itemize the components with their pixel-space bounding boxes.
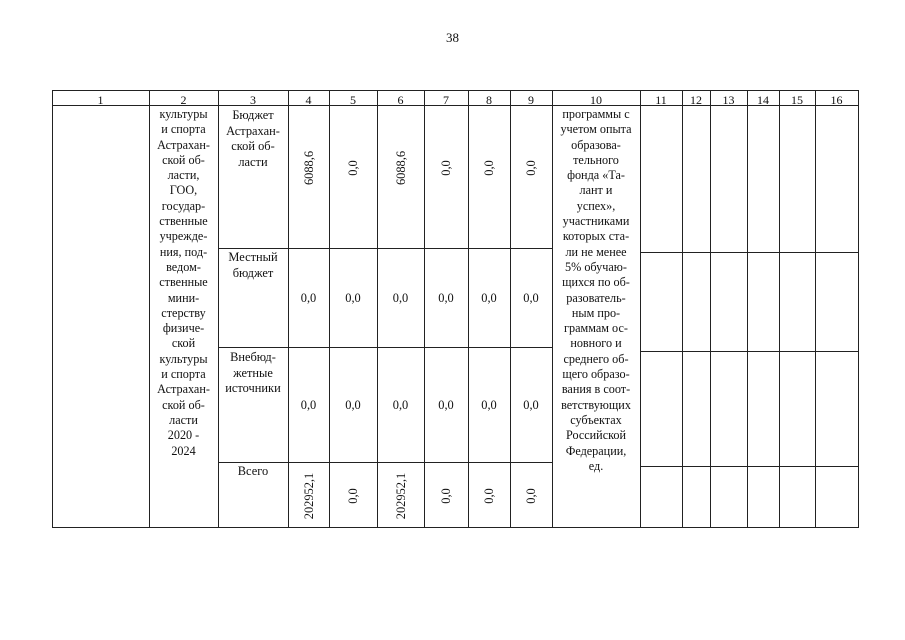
right-row-border-1 <box>640 252 858 253</box>
column-header-5: 5 <box>350 93 356 107</box>
funding-source-label: Бюджет Астрахан- ской об- ласти <box>226 108 280 169</box>
column-border-16 <box>858 90 859 528</box>
column-header-1: 1 <box>97 93 104 107</box>
amount-cell-value: 0,0 <box>481 290 497 305</box>
amount-cell-value: 0,0 <box>346 488 360 504</box>
amount-cell-value: 0,0 <box>300 397 317 412</box>
column-header-9: 9 <box>528 93 534 107</box>
table-top-border <box>52 90 859 91</box>
column-border-13 <box>747 90 748 528</box>
amount-cell-value: 202952,1 <box>301 472 316 520</box>
amount-cell-value: 0,0 <box>524 488 538 504</box>
responsible-executor-text: культуры и спорта Астрахан- ской об- ласти, ГОО, государ- ственные учрежде- ния, под- ведом- ственные мини- стерству физиче- ской культуры и спорта Астрахан- ской об- ласти 2020 - 2024 <box>157 107 210 458</box>
right-row-border-3 <box>640 466 858 467</box>
amount-cell-value: 0,0 <box>438 290 454 305</box>
column-border-10 <box>640 90 641 528</box>
column-header-12: 12 <box>690 93 702 107</box>
column-header-15: 15 <box>791 93 803 107</box>
amount-cell-value: 0,0 <box>392 290 409 305</box>
column-header-13: 13 <box>722 93 735 107</box>
amount-cell-value: 6088,6 <box>393 150 408 186</box>
column-border-14 <box>779 90 780 528</box>
amount-cell-value: 0,0 <box>438 397 454 412</box>
column-header-2: 2 <box>180 93 187 107</box>
amount-cell-value: 0,0 <box>482 488 496 504</box>
funding-source-label: Внебюд- жетные источники <box>225 350 281 395</box>
column-border-11 <box>682 90 683 528</box>
amount-cell-value: 0,0 <box>523 397 539 412</box>
column-header-11: 11 <box>655 93 667 107</box>
amount-cell-value: 6088,6 <box>301 150 316 186</box>
funding-source-label: Всего <box>237 464 269 478</box>
column-header-14: 14 <box>757 93 769 107</box>
row-border-3 <box>218 462 552 463</box>
indicator-description-text: программы с учетом опыта образова- тельного фонда «Та- лант и успех», участниками которых ста- ли не менее 5% обучаю- щихся по об- разователь- ным про- граммам ос- новного и среднего об- щего образо- вания в соот- ветствующих субъектах Российской Федерации, ед. <box>560 107 632 473</box>
funding-source-label: Местный бюджет <box>228 250 278 280</box>
page-number: 38 <box>446 30 459 45</box>
amount-cell-value: 0,0 <box>481 397 497 412</box>
amount-cell-value: 0,0 <box>439 160 453 176</box>
amount-cell-value: 0,0 <box>345 290 361 305</box>
amount-cell-value: 202952,1 <box>393 472 408 520</box>
amount-cell-value: 0,0 <box>523 290 539 305</box>
amount-cell-value: 0,0 <box>524 160 538 176</box>
column-header-10: 10 <box>590 93 602 107</box>
row-border-1 <box>218 248 552 249</box>
column-border-15 <box>815 90 816 528</box>
column-header-6: 6 <box>397 93 404 107</box>
budget-table <box>52 90 858 527</box>
column-header-8: 8 <box>486 93 492 107</box>
amount-cell-value: 0,0 <box>345 397 361 412</box>
amount-cell-value: 0,0 <box>346 160 360 176</box>
right-row-border-2 <box>640 351 858 352</box>
column-border-12 <box>710 90 711 528</box>
column-header-3: 3 <box>250 93 256 107</box>
column-header-4: 4 <box>305 93 312 107</box>
column-header-16: 16 <box>830 93 843 107</box>
column-header-7: 7 <box>443 93 449 107</box>
amount-cell-value: 0,0 <box>392 397 409 412</box>
amount-cell-value: 0,0 <box>482 160 496 176</box>
column-border-0 <box>52 90 53 528</box>
row-border-2 <box>218 347 552 348</box>
amount-cell-value: 0,0 <box>439 488 453 504</box>
table-bottom-border <box>52 527 859 528</box>
amount-cell-value: 0,0 <box>300 290 317 305</box>
